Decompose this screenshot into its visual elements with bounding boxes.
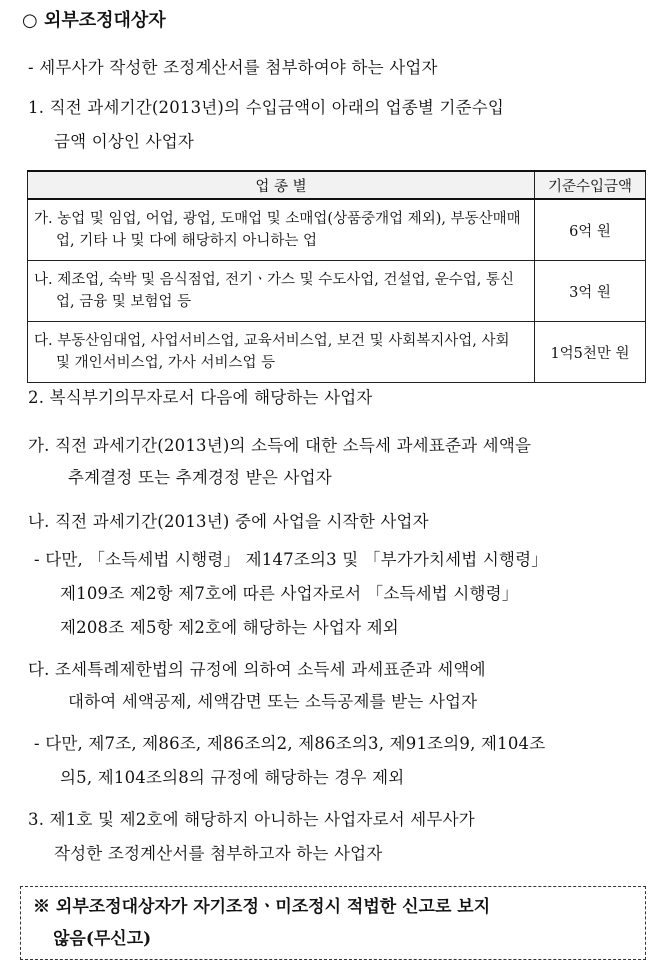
item2-na-exception2: 제109조 제2항 제7호에 따른 사업자로서 「소득세법 시행령」 (60, 584, 519, 603)
item2-ga-line2: 추계결정 또는 추계경정 받은 사업자 (68, 468, 332, 487)
item2-da-exception1: - 다만, 제7조, 제86조, 제86조의2, 제86조의3, 제91조의9, 제104조 (34, 734, 546, 753)
table-row (28, 261, 646, 322)
item2-da-exception2: 의5, 제104조의8의 규정에 해당하는 경우 제외 (60, 768, 405, 787)
section-title: ○ 외부조정대상자 (22, 10, 166, 31)
item2-da-line1: 다. 조세특례제한법의 규정에 의하여 소득세 과세표준과 세액에 (28, 660, 486, 679)
industry-cell: 다. 부동산임대업, 사업서비스업, 교육서비스업, 보건 및 사회복지사업, 사회 및 개인서비스업, 가사 서비스업 등 (28, 322, 535, 383)
notice-line1: ※ 외부조정대상자가 자기조정ㆍ미조정시 적법한 신고로 보지 (33, 897, 491, 917)
item1-line1: 1. 직전 과세기간(2013년)의 수입금액이 아래의 업종별 기준수입 (28, 98, 505, 117)
item2-na-exception3: 제208조 제5항 제2호에 해당하는 사업자 제외 (60, 618, 399, 637)
notice-line2: 않음(무신고) (53, 929, 152, 949)
intro-line: - 세무사가 작성한 조정계산서를 첨부하여야 하는 사업자 (28, 58, 438, 77)
item3-line2: 작성한 조정계산서를 첨부하고자 하는 사업자 (54, 844, 383, 863)
table-header-amount: 기준수입금액 (535, 171, 646, 199)
item2-da-line2: 대하여 세액공제, 세액감면 또는 소득공제를 받는 사업자 (68, 692, 478, 711)
item2-na-exception1: - 다만, 「소득세법 시행령」 제147조의3 및 「부가가치세법 시행령」 (34, 550, 548, 569)
amount-cell: 3억 원 (535, 261, 646, 322)
item2-ga-line1: 가. 직전 과세기간(2013년)의 소득에 대한 소득세 과세표준과 세액을 (28, 436, 532, 455)
table-row (28, 322, 646, 383)
item1-line2: 금액 이상인 사업자 (54, 132, 195, 151)
industry-cell: 나. 제조업, 숙박 및 음식점업, 전기ㆍ가스 및 수도사업, 건설업, 운수업, 통신업, 금융 및 보험업 등 (28, 261, 535, 322)
industry-cell: 가. 농업 및 임업, 어업, 광업, 도매업 및 소매업(상품중개업 제외), 부동산매매업, 기타 나 및 다에 해당하지 아니하는 업 (28, 199, 535, 261)
table-header-industry: 업 종 별 (28, 171, 535, 199)
amount-cell: 1억5천만 원 (535, 322, 646, 383)
item2-na-line1: 나. 직전 과세기간(2013년) 중에 사업을 시작한 사업자 (28, 512, 429, 531)
threshold-table (27, 170, 646, 383)
item2-line1: 2. 복식부기의무자로서 다음에 해당하는 사업자 (28, 388, 373, 407)
table-row (28, 199, 646, 261)
amount-cell: 6억 원 (535, 199, 646, 261)
item3-line1: 3. 제1호 및 제2호에 해당하지 아니하는 사업자로서 세무사가 (28, 810, 475, 829)
notice-box (20, 886, 646, 960)
